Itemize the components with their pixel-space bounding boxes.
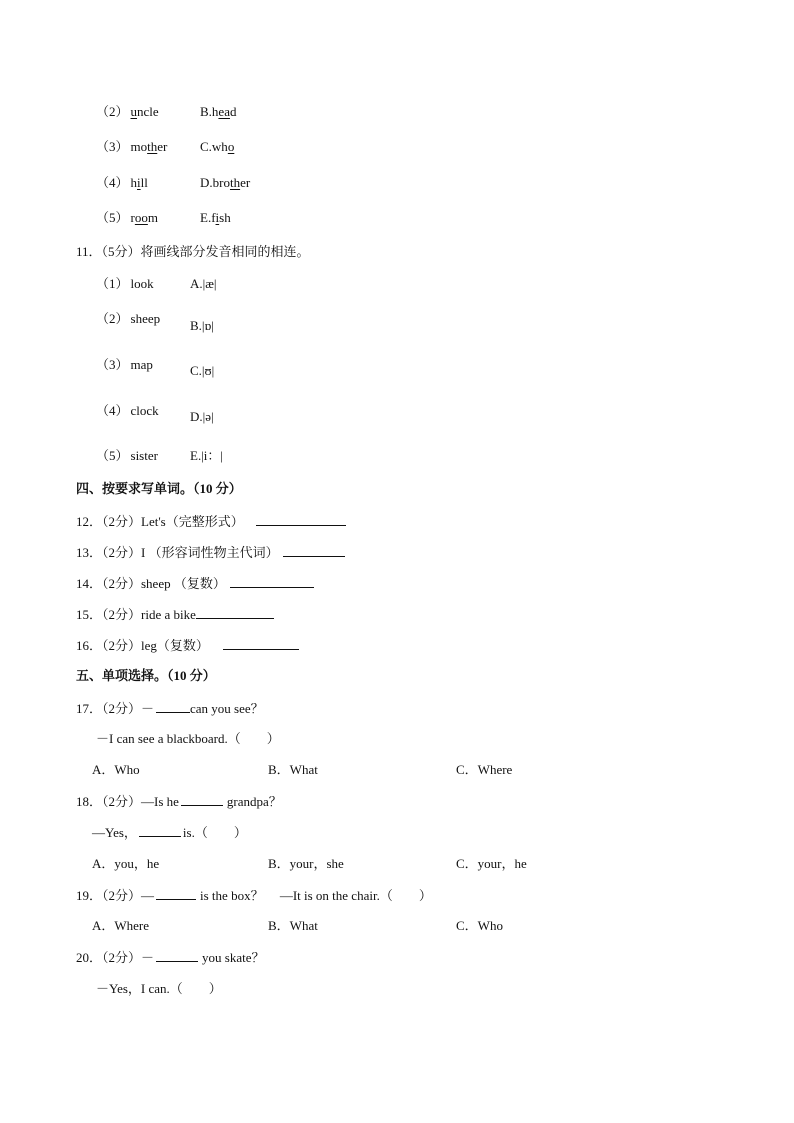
q10-row-2-answer-pre: B.h xyxy=(200,104,219,119)
q10-row-4 xyxy=(96,175,148,191)
q11-left-4-word: clock xyxy=(130,403,159,418)
q11-left-3-word: map xyxy=(130,357,153,372)
q10-row-5-answer-post: sh xyxy=(219,210,231,225)
q18-option-a[interactable]: A．you，he xyxy=(92,856,160,871)
q15-text: 15．（2分）ride a bike xyxy=(76,607,196,622)
q17-option-c[interactable]: C．Where xyxy=(456,762,513,777)
q11-left-1 xyxy=(96,276,154,292)
section4-heading: 四、按要求写单词。（10 分） xyxy=(76,481,242,496)
q11-left-5 xyxy=(96,448,158,464)
q14-answer-blank[interactable] xyxy=(230,575,314,588)
q11-left-3 xyxy=(96,357,153,373)
q11-left-5-word: sister xyxy=(130,448,158,463)
q11-left-1-num: （1） xyxy=(96,276,129,291)
q10-row-2-answer-post: d xyxy=(229,104,237,119)
q10-row-2-num: （2） xyxy=(96,104,129,119)
q10-row-5-word-post: m xyxy=(147,210,158,225)
q20-prefix: 20．（2分）－ xyxy=(76,950,155,965)
q11-left-3-num: （3） xyxy=(96,357,129,372)
q10-row-3-answer-underlined: o xyxy=(227,139,235,154)
q20-answer-blank[interactable] xyxy=(156,949,198,962)
q10-row-3-answer-pre: C.wh xyxy=(200,139,228,154)
q10-row-4-answer xyxy=(200,175,250,191)
q12 xyxy=(76,513,346,530)
q17-prefix: 17．（2分）－ xyxy=(76,701,155,716)
q10-row-4-word-pre: h xyxy=(130,175,138,190)
q10-row-3-word-post: er xyxy=(157,139,168,154)
q11-right-c: C.|ʊ| xyxy=(190,363,215,378)
q10-row-4-answer-post: er xyxy=(240,175,251,190)
q11-left-2-word: sheep xyxy=(130,311,161,326)
q10-row-4-num: （4） xyxy=(96,175,129,190)
q19 xyxy=(76,887,432,904)
q10-row-3-word-underlined: th xyxy=(147,139,158,154)
q17-option-a[interactable]: A．Who xyxy=(92,762,140,777)
q18-answer-blank-2[interactable] xyxy=(139,824,181,837)
q19-option-b[interactable]: B．What xyxy=(268,918,318,933)
q11-left-4-num: （4） xyxy=(96,403,129,418)
q11-left-2 xyxy=(96,311,160,327)
q11-left-1-word: look xyxy=(130,276,154,291)
q18-option-c[interactable]: C．your，he xyxy=(456,856,527,871)
q11-right-b: B.|ɒ| xyxy=(190,318,214,333)
q10-row-3 xyxy=(96,139,167,155)
q10-row-4-word-post: ll xyxy=(140,175,148,190)
q18-suffix: grandpa？ xyxy=(226,794,282,809)
q10-row-5-answer xyxy=(200,210,231,226)
q17 xyxy=(76,700,264,717)
q10-row-2-word-underlined: u xyxy=(130,104,138,119)
q10-row-2 xyxy=(96,104,159,120)
q18-response-suffix: is.（ ） xyxy=(182,825,247,840)
q17-response: －I can see a blackboard.（ ） xyxy=(96,731,280,746)
q18-response-prefix: —Yes， xyxy=(92,825,137,840)
q14-text: 14．（2分）sheep （复数） xyxy=(76,576,226,591)
q19-option-a[interactable]: A．Where xyxy=(92,918,150,933)
q11-left-5-num: （5） xyxy=(96,448,129,463)
q19-prefix: 19．（2分）— xyxy=(76,888,155,903)
q10-row-5-word-underlined: oo xyxy=(134,210,148,225)
q10-row-3-answer xyxy=(200,139,234,155)
q11-right-e: E.|i：| xyxy=(190,448,224,463)
q10-row-3-num: （3） xyxy=(96,139,129,154)
q17-suffix: can you see？ xyxy=(190,701,264,716)
q17-answer-blank[interactable] xyxy=(156,700,190,713)
q15 xyxy=(76,606,274,623)
q10-row-5-answer-underlined: i xyxy=(215,210,220,225)
q12-text: 12．（2分）Let's（完整形式） xyxy=(76,514,244,529)
section5-heading: 五、单项选择。（10 分） xyxy=(76,668,216,683)
q10-row-2-word-post: ncle xyxy=(137,104,159,119)
q10-row-3-word xyxy=(131,139,168,154)
q19-option-c[interactable]: C．Who xyxy=(456,918,503,933)
q20 xyxy=(76,949,264,966)
q11-right-d: D.|ə| xyxy=(190,409,214,424)
q10-row-2-answer-underlined: ea xyxy=(218,104,230,119)
q18-option-b[interactable]: B．your，she xyxy=(268,856,344,871)
q13-answer-blank[interactable] xyxy=(283,544,345,557)
q20-response: －Yes，I can.（ ） xyxy=(96,981,222,996)
q13-text: 13．（2分）I （形容词性物主代词） xyxy=(76,545,279,560)
q11-title: 11．（5分）将画线部分发音相同的相连。 xyxy=(76,244,310,259)
q11-right-a: A.|æ| xyxy=(190,276,217,291)
q10-row-2-answer xyxy=(200,104,236,120)
q15-answer-blank[interactable] xyxy=(196,606,274,619)
q10-row-4-word xyxy=(131,175,148,190)
q10-row-4-answer-pre: D.bro xyxy=(200,175,230,190)
q18-response xyxy=(92,824,247,841)
q10-row-5-answer-pre: E.f xyxy=(200,210,216,225)
q10-row-5-num: （5） xyxy=(96,210,129,225)
q17-option-b[interactable]: B．What xyxy=(268,762,318,777)
q18-answer-blank-1[interactable] xyxy=(181,793,223,806)
q13 xyxy=(76,544,345,561)
q11-left-4 xyxy=(96,403,159,419)
q18 xyxy=(76,793,282,810)
q16-text: 16．（2分）leg（复数） xyxy=(76,638,209,653)
q19-suffix: is the box？ —It is on the chair.（ ） xyxy=(200,888,432,903)
q18-prefix: 18．（2分）—Is he xyxy=(76,794,179,809)
q10-row-5-word xyxy=(131,210,158,225)
q10-row-5-word-pre: r xyxy=(130,210,135,225)
q20-suffix: you skate？ xyxy=(202,950,265,965)
q10-row-5 xyxy=(96,210,158,226)
q12-answer-blank[interactable] xyxy=(256,513,346,526)
q14 xyxy=(76,575,314,592)
q19-answer-blank[interactable] xyxy=(156,887,196,900)
q10-row-2-word xyxy=(131,104,159,119)
q11-left-2-num: （2） xyxy=(96,311,129,326)
q10-row-4-word-underlined: i xyxy=(137,175,141,190)
q10-row-3-word-pre: mo xyxy=(130,139,148,154)
q10-row-4-answer-underlined: th xyxy=(229,175,241,190)
q16-answer-blank[interactable] xyxy=(223,637,299,650)
q16 xyxy=(76,637,299,654)
